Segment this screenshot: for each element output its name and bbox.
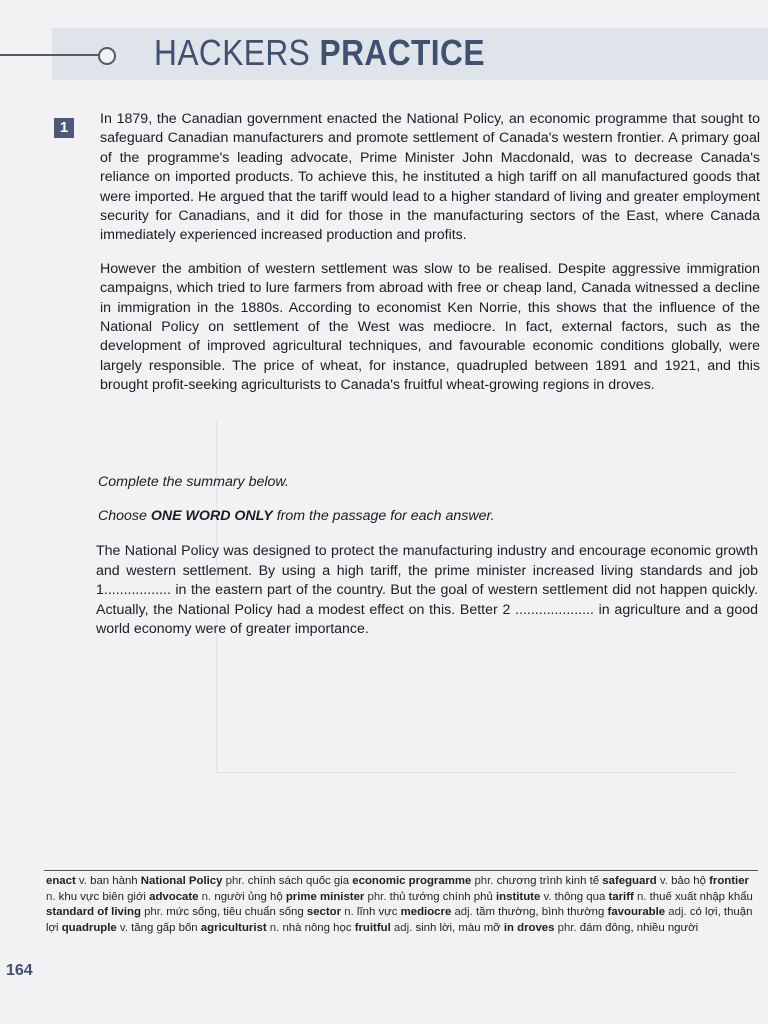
- instruction-emphasis: ONE WORD ONLY: [150, 508, 273, 524]
- vocab-pos: v.: [656, 875, 672, 887]
- instruction-line-1: Complete the summary below.: [98, 474, 289, 490]
- vocab-entry: [401, 906, 605, 918]
- vocab-pos: adj.: [390, 921, 416, 934]
- instruction-suffix: from the passage for each answer.: [272, 508, 495, 524]
- vocab-meaning: chính sách quốc gia: [247, 875, 350, 887]
- section-title: [154, 32, 485, 74]
- vocabulary-divider: [44, 870, 758, 871]
- vocab-term: National Policy: [140, 875, 223, 887]
- vocab-meaning: thông qua: [554, 890, 606, 903]
- vocab-pos: n.: [198, 890, 215, 903]
- instruction-line-2: [98, 508, 758, 524]
- vocab-meaning: đám đông, nhiều người: [579, 921, 699, 934]
- vocab-meaning: nhà nông học: [282, 921, 352, 934]
- vocab-meaning: mức sống, tiêu chuẩn sống: [166, 906, 304, 919]
- vocab-term: standard of living: [46, 906, 141, 919]
- vocab-meaning: ban hành: [90, 875, 138, 887]
- vocab-entry: [355, 922, 501, 934]
- vocab-meaning: sinh lời, màu mỡ: [415, 921, 501, 934]
- vocab-term: sector: [306, 906, 342, 919]
- vocab-meaning: tăng gấp bốn: [131, 921, 198, 934]
- vocab-entry: [149, 891, 283, 903]
- vocab-term: institute: [495, 890, 541, 903]
- vocab-pos: phr.: [140, 906, 167, 919]
- vocab-entry: [201, 922, 352, 934]
- vocab-term: frontier: [709, 875, 749, 887]
- vocab-entry: [307, 906, 398, 918]
- vocabulary-glossary: [46, 874, 758, 936]
- vocab-meaning: chương trình kinh tế: [496, 875, 600, 887]
- instruction-prefix: Choose: [98, 508, 151, 524]
- summary-completion-text: The National Policy was designed to protect the manufacturing industry and encourage economic growth and western settlement. By using a high tariff, the prime minister increased living standards and job 1................. in the eastern part of the country. But the goal of western settlement did not happen quickly. Actually, the National Policy had a modest effect on this. Better 2 .................... in agriculture and a good world economy were of greater importance.: [96, 543, 758, 638]
- vocab-term: fruitful: [354, 921, 391, 934]
- vocab-pos: adj.: [665, 906, 690, 919]
- vocab-meaning: có lợi, thuận lợi: [46, 906, 753, 934]
- vocab-pos: n.: [633, 890, 650, 903]
- vocab-meaning: thuế xuất nhập khẩu: [649, 890, 753, 903]
- vocab-meaning: tầm thường, bình thường: [476, 906, 605, 919]
- vocab-pos: n.: [266, 921, 283, 934]
- passage-paragraph-2: However the ambition of western settlement was slow to be realised. Despite aggressive immigration campaigns, which tried to lure farmers from abroad with free or cheap land, Canada witnessed a decline in immigration in the 1880s. According to economist Ken Norrie, this shows that the influence of the National Policy on settlement of the West was mediocre. In fact, external factors, such as the development of improved agricultural techniques, and favourable economic conditions globally, were largely responsible. The price of wheat, for instance, quadrupled between 1891 and 1921, and this brought profit-seeking agriculturists to Canada's fruitful wheat-growing regions in droves.: [100, 260, 760, 394]
- vocab-meaning: người ủng hộ: [214, 890, 283, 903]
- section-title-bold: PRACTICE: [319, 32, 485, 73]
- vocab-pos: phr.: [554, 921, 580, 934]
- vocab-entry: [141, 875, 349, 887]
- vocab-pos: v.: [540, 890, 555, 903]
- vocab-entry: [608, 891, 752, 903]
- vocab-term: enact: [46, 875, 76, 887]
- vocab-entry: [602, 875, 706, 887]
- vocab-meaning: thủ tướng chính phủ: [389, 890, 493, 903]
- vocab-term: in droves: [503, 921, 555, 934]
- vocab-term: favourable: [607, 906, 666, 919]
- vocab-entry: [286, 891, 493, 903]
- passage-paragraph-1: In 1879, the Canadian government enacted the National Policy, an economic programme that sought to safeguard Canadian manufacturers and promote settlement of Canada's western frontier. A primary goal of the programme's leading advocate, Prime Minister John Macdonald, was to decrease Canada's reliance on imported products. To achieve this, he instituted a high tariff on all manufactured goods that were imported. He argued that the tariff would lead to a higher standard of living and greater employment security for Canadians, and it did for those in the manufacturing sectors of the East, where Canada immediately experienced increased production and profits.: [100, 111, 760, 244]
- vocab-entry: [352, 875, 599, 887]
- vocab-term: mediocre: [400, 906, 452, 919]
- header-rule: [0, 54, 100, 56]
- vocab-term: agriculturist: [200, 921, 267, 934]
- vocab-pos: v.: [75, 875, 91, 887]
- vocab-pos: adj.: [451, 906, 476, 919]
- vocab-pos: n.: [341, 906, 357, 919]
- header-circle-ornament: [98, 47, 116, 65]
- vocab-pos: phr.: [364, 890, 390, 903]
- page-number: 164: [6, 962, 33, 979]
- vocab-term: economic programme: [352, 875, 472, 887]
- question-number-badge: 1: [54, 118, 74, 138]
- vocab-entry: [46, 906, 304, 918]
- vocab-meaning: lĩnh vực: [356, 906, 398, 919]
- section-title-light: HACKERS: [154, 32, 311, 73]
- vocab-term: tariff: [608, 890, 634, 903]
- vocab-entry: [504, 922, 698, 934]
- vocab-term: quadruple: [61, 921, 117, 934]
- vocab-term: prime minister: [285, 890, 365, 903]
- vocab-pos: v.: [116, 921, 132, 934]
- reading-passage: [100, 110, 760, 410]
- question-instructions: [98, 474, 758, 542]
- vocab-pos: phr.: [471, 875, 497, 887]
- vocab-pos: n.: [46, 890, 59, 903]
- vocab-entry: [496, 891, 605, 903]
- vocab-entry: [46, 875, 138, 887]
- vocab-entry: [62, 922, 198, 934]
- vocab-pos: phr.: [222, 875, 248, 887]
- vocab-meaning: bảo hộ: [671, 875, 706, 887]
- vocab-term: advocate: [149, 890, 199, 903]
- vocab-meaning: khu vực biên giới: [58, 890, 146, 903]
- vocab-term: safeguard: [602, 875, 657, 887]
